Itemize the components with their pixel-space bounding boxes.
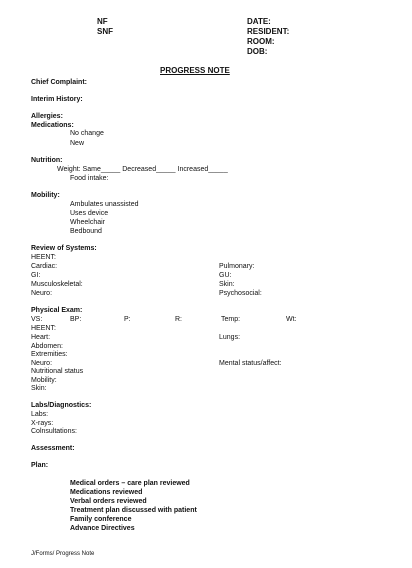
pe-item: Heart: [31,334,51,341]
interim-history-label: Interim History: [31,96,83,103]
page-title: PROGRESS NOTE [160,66,230,75]
medications-option: New [70,140,85,147]
pe-item: Nutritional status [31,368,84,375]
physical-exam-label: Physical Exam: [31,307,83,314]
assessment-label: Assessment: [31,445,75,452]
medications-option: No change [70,130,104,137]
ros-item: Musculoskeletal: [31,281,83,288]
footer-text: J/Forms/ Progress Note [31,551,95,557]
plan-item: Medical orders – care plan reviewed [70,480,190,487]
ros-item: Cardiac: [31,263,58,270]
plan-item: Verbal orders reviewed [70,498,147,505]
temp-label: Temp: [221,316,241,323]
ros-item: Neuro: [31,290,53,297]
snf-label: SNF [97,27,113,36]
plan-label: Plan: [31,462,49,469]
nf-label: NF [97,17,108,26]
resident-label: RESIDENT: [247,27,290,36]
plan-item: Treatment plan discussed with patient [70,507,197,514]
mobility-option: Uses device [70,210,109,217]
ros-item: Pulmonary: [219,263,255,270]
pulse-label: P: [124,316,131,323]
ros-item: GU: [219,272,232,279]
plan-item: Family conference [70,516,132,523]
plan-item: Medications reviewed [70,489,143,496]
ros-item: Skin: [219,281,235,288]
labs-item: Labs: [31,411,49,418]
mobility-label: Mobility: [31,192,60,199]
pe-item: Skin: [31,385,47,392]
plan-item: Advance Directives [70,525,135,532]
ros-item: HEENT: [31,254,56,261]
mobility-option: Wheelchair [70,219,106,226]
chief-complaint-label: Chief Complaint: [31,79,87,86]
room-label: ROOM: [247,37,275,46]
pe-item: Abdomen: [31,343,63,350]
pe-item: Mobility: [31,377,57,384]
medications-label: Medications: [31,122,74,129]
allergies-label: Allergies: [31,113,63,120]
bp-label: BP: [70,316,82,323]
mobility-option: Ambulates unassisted [70,201,139,208]
nutrition-label: Nutrition: [31,157,63,164]
weight-label: Wt: [286,316,297,323]
weight-line: Weight: Same_____ Decreased_____ Increased_____ [57,166,228,173]
food-intake-label: Food intake: [70,175,109,182]
labs-item: Colnsultations: [31,428,77,435]
mobility-option: Bedbound [70,228,102,235]
mental-status-label: Mental status/affect: [219,360,282,367]
vs-label: VS: [31,316,43,323]
review-of-systems-label: Review of Systems: [31,245,97,252]
pe-item: HEENT: [31,325,56,332]
pe-item: Neuro: [31,360,53,367]
labs-diagnostics-label: Labs/Diagnostics: [31,402,92,409]
ros-item: Psychosocial: [219,290,262,297]
respiration-label: R: [175,316,182,323]
pe-item: Extremities: [31,351,68,358]
dob-label: DOB: [247,47,268,56]
labs-item: X-rays: [31,420,54,427]
lungs-label: Lungs: [219,334,241,341]
ros-item: GI: [31,272,41,279]
date-label: DATE: [247,17,271,26]
